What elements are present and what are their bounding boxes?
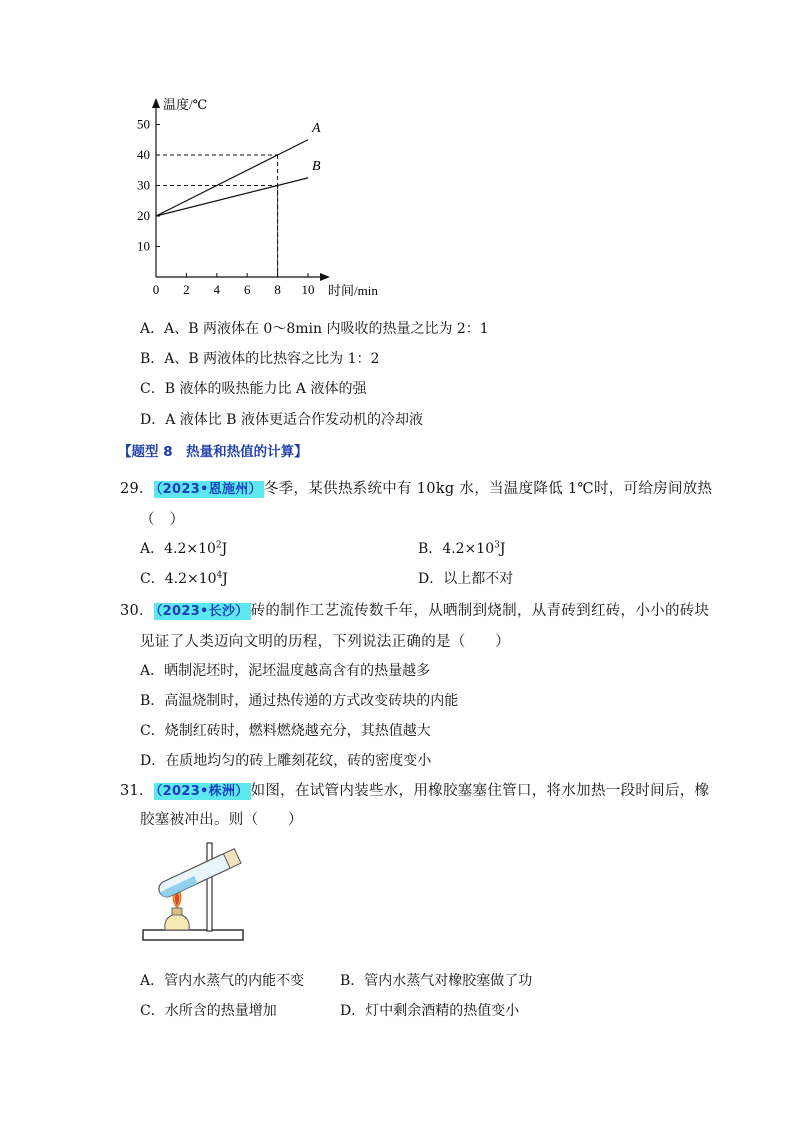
q30-option-a: A．晒制泥坯时，泥坯温度越高含有的热量越多 bbox=[140, 663, 431, 679]
y-tick-label: 10 bbox=[137, 238, 150, 254]
y-tick-label: 40 bbox=[137, 147, 150, 162]
y-axis-arrow bbox=[152, 98, 160, 108]
q31-source-tag: （2023•株洲） bbox=[155, 784, 249, 799]
x-axis-arrow bbox=[320, 273, 330, 281]
y-axis-label: 温度/℃ bbox=[163, 97, 208, 112]
series-line-a bbox=[156, 140, 308, 216]
x-tick-label: 0 bbox=[152, 282, 160, 297]
q31-text-line2: 胶塞被冲出。则（ ） bbox=[140, 812, 303, 828]
q30-option-c: C．烧制红砖时，燃料燃烧越充分，其热值越大 bbox=[140, 723, 431, 739]
q29-option-d: D．以上都不对 bbox=[418, 571, 514, 587]
q30-text-line2: 见证了人类迈向文明的历程，下列说法正确的是（ ） bbox=[140, 634, 510, 650]
q29-number: 29． bbox=[120, 481, 154, 497]
q31-text-line1: 如图，在试管内装些水，用橡胶塞塞住管口，将水加热一段时间后，橡 bbox=[250, 783, 710, 799]
q31-option-d: D．灯中剩余酒精的热值变小 bbox=[340, 1003, 520, 1019]
q30-source-tag: （2023•长沙） bbox=[155, 604, 249, 619]
q30-number: 30． bbox=[120, 603, 154, 619]
y-tick-label: 20 bbox=[137, 208, 150, 223]
q30-option-b: B．高温烧制时，通过热传递的方式改变砖块的内能 bbox=[140, 693, 459, 709]
y-tick-label: 50 bbox=[137, 116, 150, 132]
q31-number: 31． bbox=[120, 783, 154, 799]
q31-option-c: C．水所含的热量增加 bbox=[140, 1003, 277, 1019]
series-label-b: B bbox=[312, 158, 321, 174]
q28-option-b: B．A、B 两液体的比热容之比为 1：2 bbox=[140, 351, 380, 367]
q29-option-b: B．$4.2\times 10^3J$ bbox=[418, 540, 506, 557]
q30-option-d: D．在质地均匀的砖上雕刻花纹，砖的密度变小 bbox=[140, 753, 432, 769]
question-31 bbox=[120, 779, 709, 800]
q28-option-d: D．A 液体比 B 液体更适合作发动机的冷却液 bbox=[140, 412, 423, 428]
q31-option-b: B．管内水蒸气对橡胶塞做了功 bbox=[340, 973, 533, 989]
q28-option-c: C．B 液体的吸热能力比 A 液体的强 bbox=[140, 381, 367, 397]
x-tick-label: 4 bbox=[213, 282, 221, 297]
x-tick-label: 8 bbox=[274, 282, 281, 297]
q28-option-a: A．A、B 两液体在 0～8min 内吸收的热量之比为 2：1 bbox=[140, 321, 489, 337]
q29-text: 冬季，某供热系统中有 10kg 水，当温度降低 1℃时，可给房间放热 bbox=[263, 481, 713, 497]
temperature-time-chart bbox=[120, 90, 400, 305]
q29-option-c: C．$4.2\times 10^4J$ bbox=[140, 570, 228, 587]
q31-option-a: A．管内水蒸气的内能不变 bbox=[140, 973, 305, 989]
series-line-b bbox=[156, 178, 308, 216]
x-tick-label: 6 bbox=[243, 282, 251, 297]
q29-source-tag: （2023•恩施州） bbox=[155, 482, 262, 497]
x-tick-label: 10 bbox=[301, 282, 315, 297]
x-axis-label: 时间/min bbox=[328, 283, 378, 298]
q29-option-a: A．$4.2\times 10^2J$ bbox=[140, 540, 228, 557]
q29-paren: （ ） bbox=[140, 512, 185, 528]
question-29 bbox=[120, 477, 712, 498]
y-tick-label: 30 bbox=[137, 177, 150, 193]
series-label-a: A bbox=[312, 120, 321, 136]
section-title: 【题型 8 热量和热值的计算】 bbox=[118, 444, 308, 460]
q30-text-line1: 砖的制作工艺流传数千年，从晒制到烧制，从青砖到红砖，小小的砖块 bbox=[250, 603, 710, 619]
question-30 bbox=[120, 599, 709, 620]
test-tube-heating-illustration bbox=[135, 838, 260, 950]
x-tick-label: 2 bbox=[183, 282, 190, 297]
